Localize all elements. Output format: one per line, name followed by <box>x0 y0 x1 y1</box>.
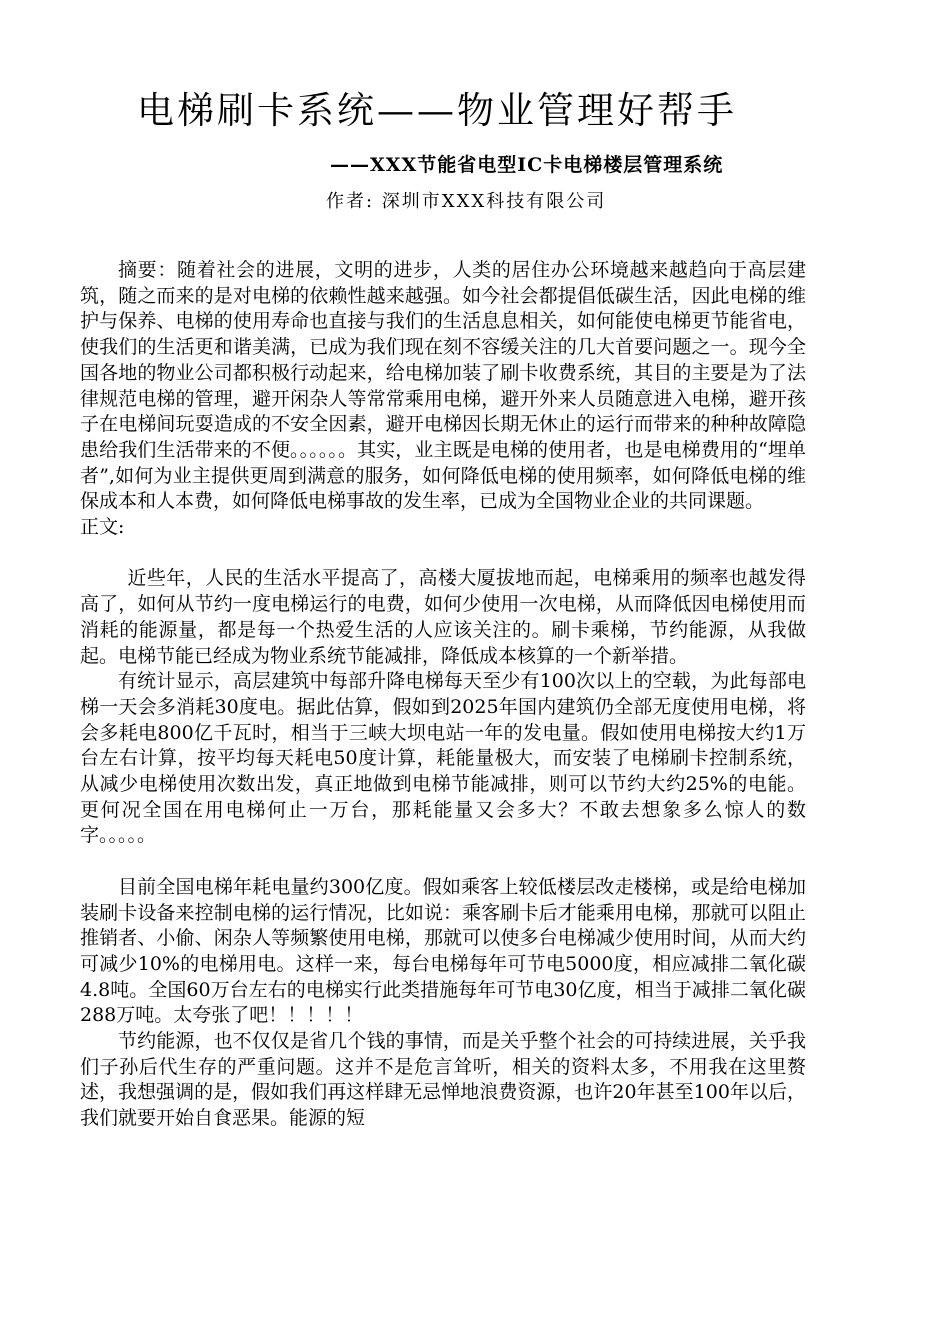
body-paragraph: 节约能源，也不仅仅是省几个钱的事情，而是关乎整个社会的可持续进展，关乎我们子孙后代生存的严重问题。这并不是危言耸听，相关的资料太多，不用我在这里赘述，我想强调的是，假如我们再这样肆无忌惮地浪费资源，也许20年甚至100年以后，我们就要开始自食恶果。能源的短 <box>80 1030 806 1130</box>
body-paragraph: 近些年，人民的生活水平提高了，高楼大厦拔地而起，电梯乘用的频率也越发得高了，如何从节约一度电梯运行的电费，如何少使用一次电梯，从而降低因电梯使用而消耗的能源量，都是每一个热爱生活的人应该关注的。刷卡乘梯，节约能源，从我做起。电梯节能已经成为物业系统节能减排，降低成本核算的一个新举措。 <box>80 567 806 667</box>
blank-line <box>80 541 806 567</box>
abstract-paragraph: 摘要：随着社会的进展，文明的进步，人类的居住办公环境越来越趋向于高层建筑，随之而来的是对电梯的依赖性越来越强。如今社会都提倡低碳生活，因此电梯的维护与保养、电梯的使用寿命也直接与我们的生活息息相关，如何能使电梯更节能省电，使我们的生活更和谐美满，已成为我们现在刻不容缓关注的几大首要问题之一。现今全国各地的物业公司都积极行动起来，给电梯加装了刷卡收费系统，其目的主要是为了法律规范电梯的管理，避开闲杂人等常常乘用电梯，避开外来人员随意进入电梯，避开孩子在电梯间玩耍造成的不安全因素，避开电梯因长期无休止的运行而带来的种种故障隐患给我们生活带来的不便。。。。。。其实，业主既是电梯的使用者，也是电梯费用的“埋单者”,如何为业主提供更周到满意的服务，如何降低电梯的使用频率，如何降低电梯的维保成本和人本费，如何降低电梯事故的发生率，已成为全国物业企业的共同课题。 <box>80 259 806 513</box>
document-title: 电梯刷卡系统——物业管理好帮手 <box>137 89 737 132</box>
body-label: 正文: <box>80 516 125 539</box>
document-author: 作者: 深圳市XXX科技有限公司 <box>326 191 607 212</box>
body-paragraph: 有统计显示，高层建筑中每部升降电梯每天至少有100次以上的空载，为此每部电梯一天会多消耗30度电。据此估算，假如到2025年国内建筑仍全部无度使用电梯，将会多耗电800亿千瓦时，相当于三峡大坝电站一年的发电量。假如使用电梯按大约1万台左右计算，按平均每天耗电50度计算，耗能量极大，而安装了电梯刷卡控制系统，从减少电梯使用次数出发，真正地做到电梯节能减排，则可以节约大约25%的电能。更何况全国在用电梯何止一万台，那耗能量又会多大？不敢去想象多么惊人的数字。。。。。 <box>80 670 806 847</box>
body-paragraph: 目前全国电梯年耗电量约300亿度。假如乘客上较低楼层改走楼梯，或是给电梯加装刷卡设备来控制电梯的运行情况，比如说：乘客刷卡后才能乘用电梯，那就可以阻止推销者、小偷、闲杂人等频繁使用电梯，那就可以使多台电梯减少使用时间，从而大约可减少10%的电梯用电。这样一来，每台电梯每年可节电5000度，相应减排二氧化碳4.8吨。全国60万台左右的电梯实行此类措施每年可节电30亿度，相当于减排二氧化碳288万吨。太夸张了吧！！！！！ <box>80 875 806 1027</box>
blank-line <box>80 849 806 875</box>
document-subtitle: ——XXX节能省电型IC卡电梯楼层管理系统 <box>330 154 724 176</box>
document-body <box>80 258 806 1132</box>
